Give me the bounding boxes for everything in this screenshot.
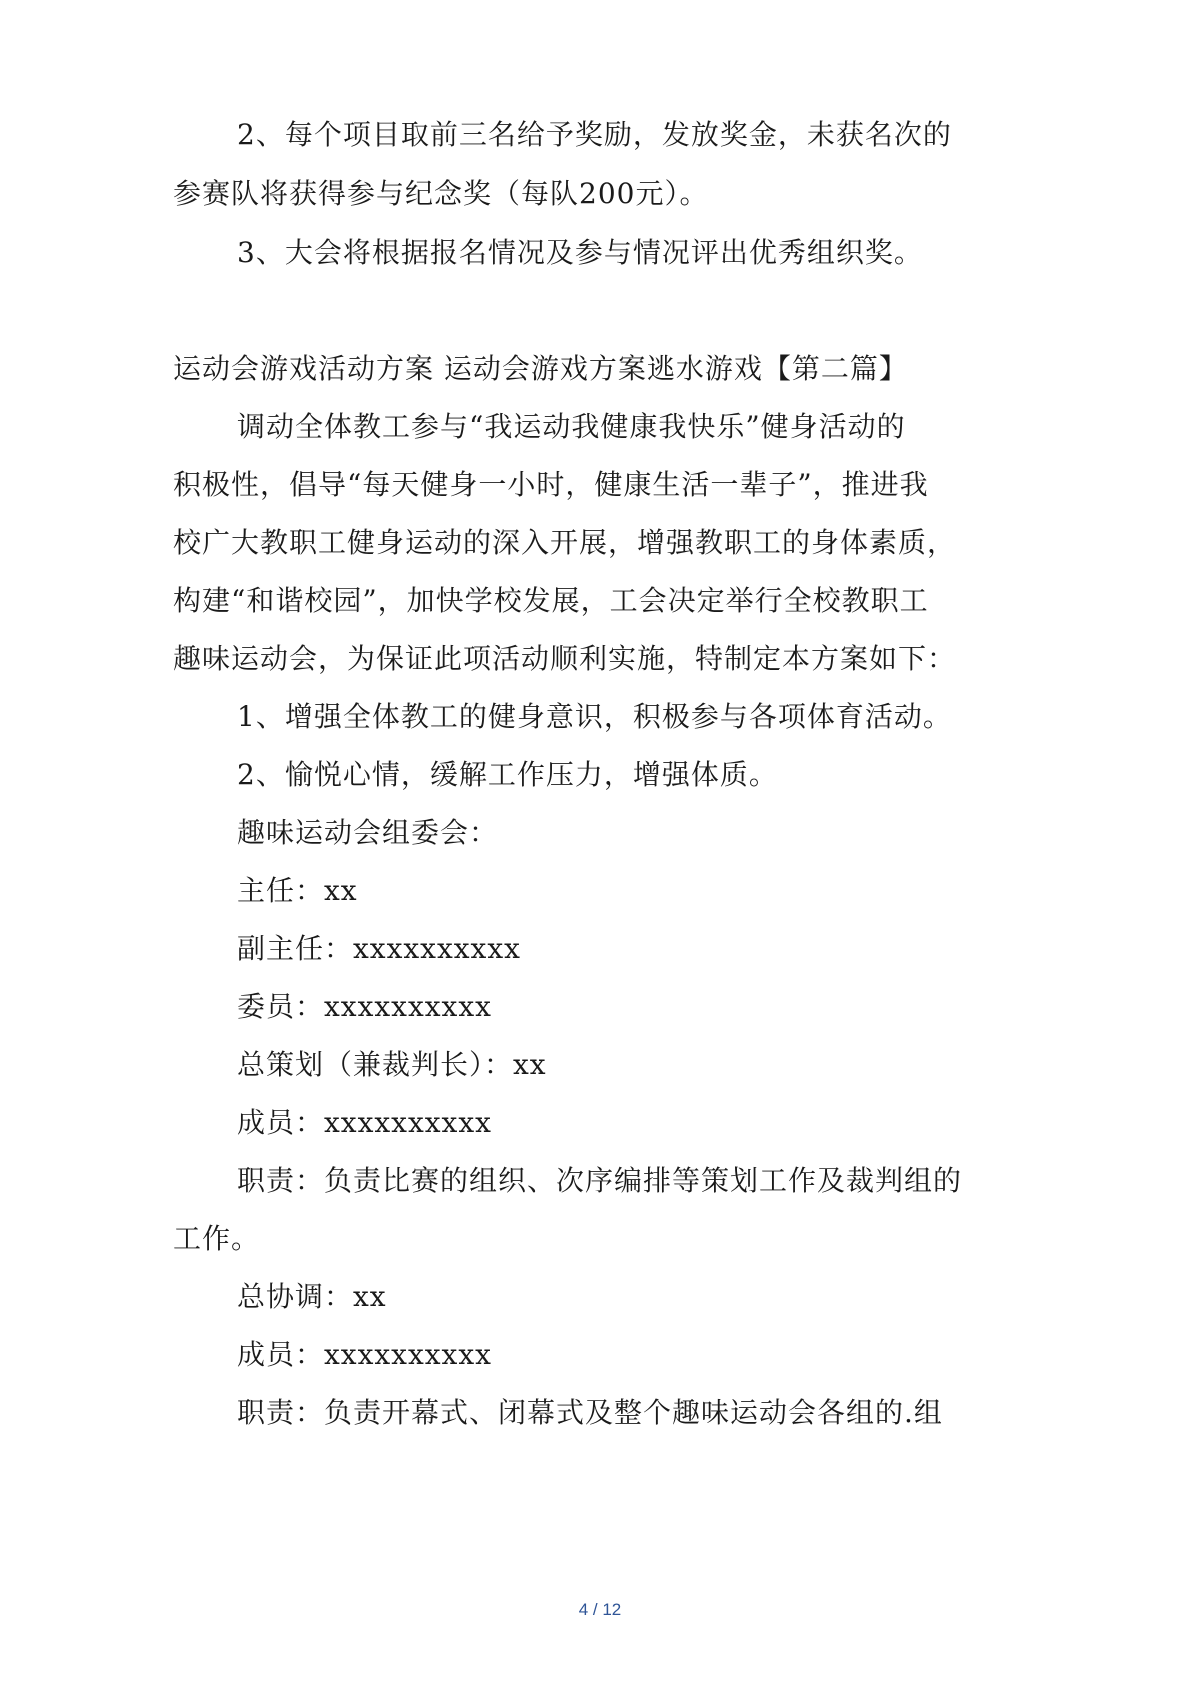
section-heading: 运动会游戏活动方案 运动会游戏方案逃水游戏【第二篇】: [173, 352, 908, 385]
paragraph-line: 职责：负责开幕式、闭幕式及整个趣味运动会各组的.组: [237, 1396, 943, 1429]
paragraph-line: 成员：xxxxxxxxxx: [237, 1106, 492, 1139]
paragraph-line: 积极性，倡导“每天健身一小时，健康生活一辈子”，推进我: [173, 468, 929, 501]
paragraph-line: 趣味运动会组委会：: [237, 816, 499, 849]
paragraph-line: 成员：xxxxxxxxxx: [237, 1338, 492, 1371]
paragraph-line: 委员：xxxxxxxxxx: [237, 990, 492, 1023]
paragraph-line: 调动全体教工参与“我运动我健康我快乐”健身活动的: [237, 410, 906, 443]
paragraph-line: 2、每个项目取前三名给予奖励，发放奖金，未获名次的: [237, 118, 952, 151]
paragraph-line: 2、愉悦心情，缓解工作压力，增强体质。: [237, 758, 778, 791]
paragraph-line: 构建“和谐校园”，加快学校发展，工会决定举行全校教职工: [173, 584, 929, 617]
paragraph-line: 工作。: [173, 1222, 261, 1255]
paragraph-line: 总策划（兼裁判长）：xx: [237, 1048, 547, 1081]
paragraph-line: 3、大会将根据报名情况及参与情况评出优秀组织奖。: [237, 236, 923, 269]
paragraph-line: 趣味运动会，为保证此项活动顺利实施，特制定本方案如下：: [173, 642, 957, 675]
paragraph-line: 参赛队将获得参与纪念奖（每队200元）。: [173, 177, 709, 210]
page-number: 4 / 12: [578, 1600, 622, 1619]
paragraph-line: 总协调：xx: [237, 1280, 387, 1313]
paragraph-line: 1、增强全体教工的健身意识，积极参与各项体育活动。: [237, 700, 952, 733]
paragraph-line: 职责：负责比赛的组织、次序编排等策划工作及裁判组的: [237, 1164, 963, 1197]
paragraph-line: 副主任：xxxxxxxxxx: [237, 932, 521, 965]
paragraph-line: 校广大教职工健身运动的深入开展，增强教职工的身体素质，: [173, 526, 957, 559]
paragraph-line: 主任：xx: [237, 874, 358, 907]
